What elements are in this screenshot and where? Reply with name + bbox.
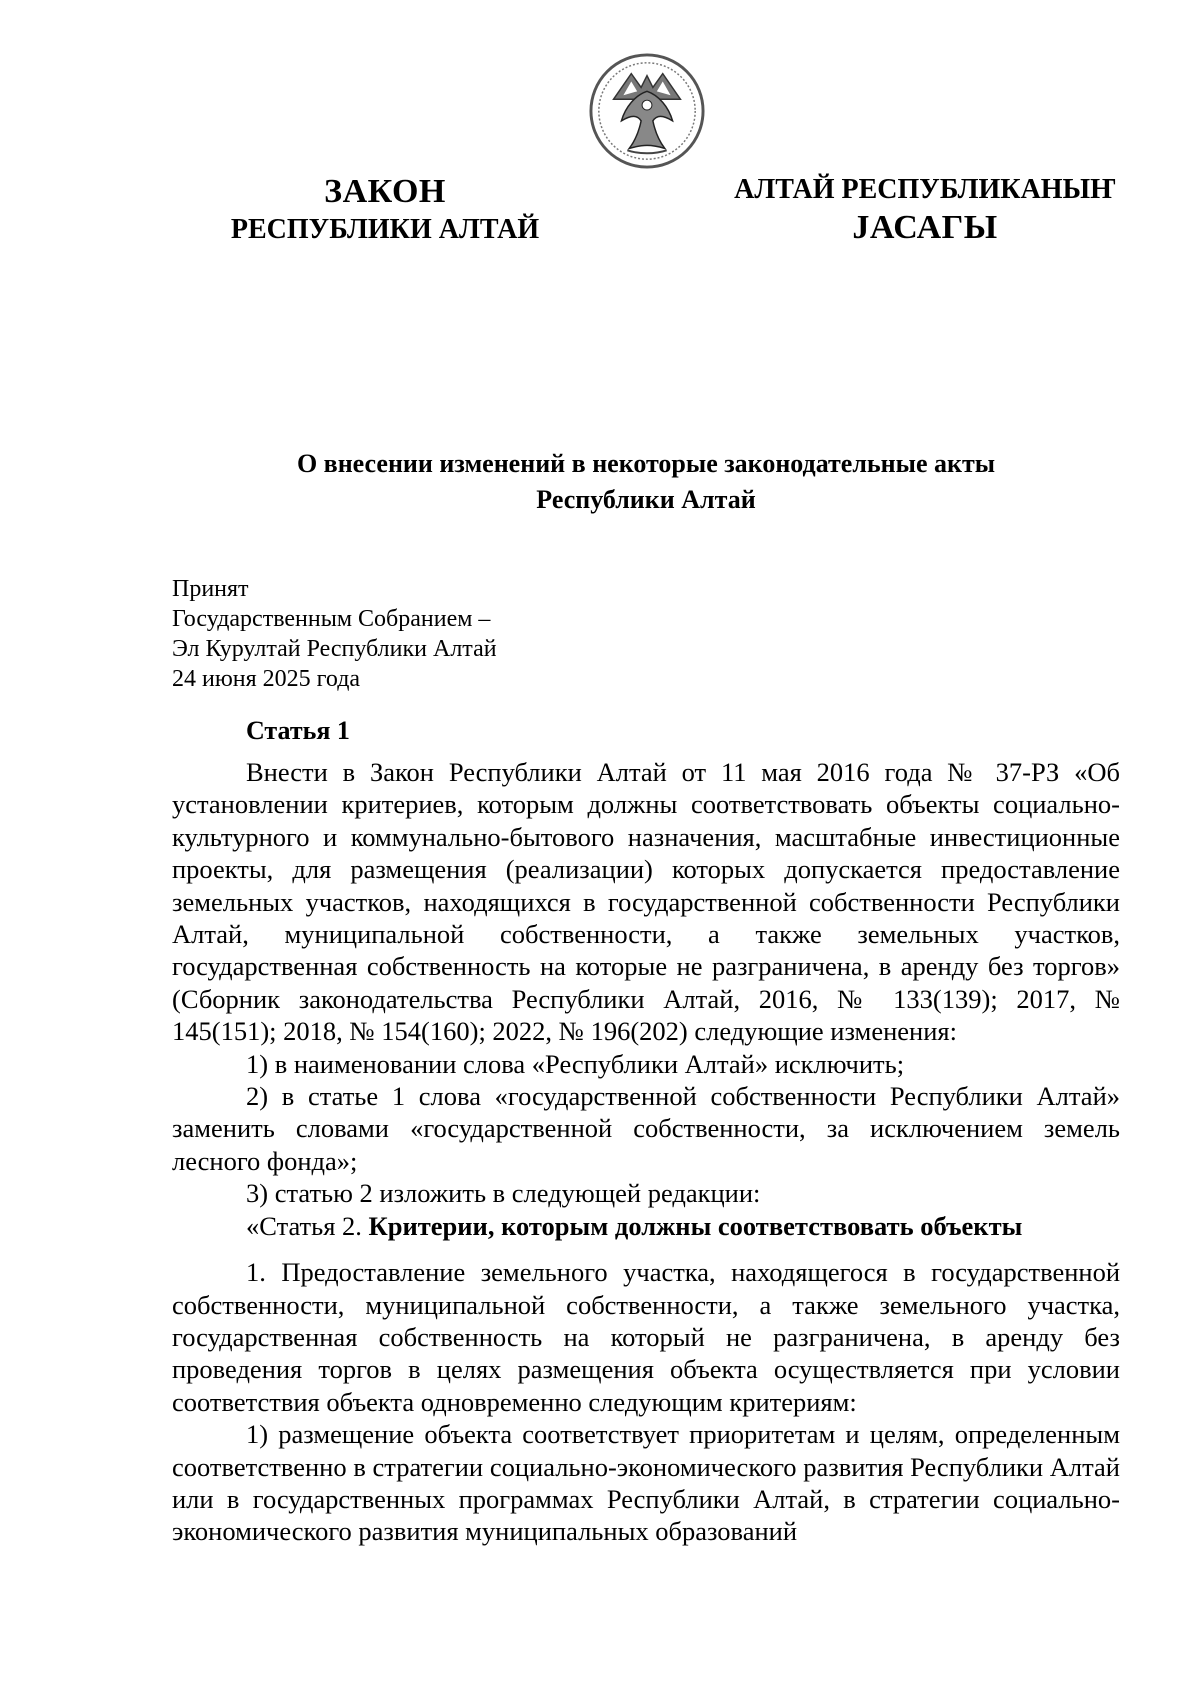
quoted-article-title: Критерии, которым должны соответствовать объекты xyxy=(368,1210,1023,1241)
law-header-altai xyxy=(720,172,1130,248)
document-title-line-1: О внесении изменений в некоторые законодательные акты xyxy=(296,449,996,478)
article-paragraph-5 xyxy=(172,1210,1120,1242)
article-heading: Статья 1 xyxy=(246,716,350,745)
adoption-block xyxy=(172,574,497,694)
article-paragraph-4: 3) статью 2 изложить в следующей редакции: xyxy=(246,1178,761,1209)
coat-of-arms-emblem xyxy=(588,52,706,170)
adoption-line-2: Государственным Собранием – xyxy=(172,606,491,632)
adoption-date: 24 июня 2025 года xyxy=(172,666,361,692)
law-header-ru-title: ЗАКОН xyxy=(324,173,446,210)
article-paragraph-2: 1) в наименовании слова «Республики Алтай» исключить; xyxy=(246,1048,905,1079)
law-header-alt-title: JАСАГЫ xyxy=(852,209,998,246)
article-paragraph-6: 1. Предоставление земельного участка, находящегося в государственной собственности, муниципальной собственности, а также земельного участка, государственная собственность на который не разграничена, в аренду без проведения торгов в целях размещения объекта осуществляется при условии соответствия объекта одновременно следующим критериям: xyxy=(172,1257,1120,1417)
quoted-article-label: «Статья 2. xyxy=(246,1210,369,1241)
article-paragraph-7: 1) размещение объекта соответствует приоритетам и целям, определенным соответственно в стратегии социально-экономического развития Республики Алтай или в государственных программах Республики Алтай, в стратегии социально-экономического развития муниципальных образований xyxy=(172,1419,1120,1547)
article-body xyxy=(172,756,1120,1548)
adoption-line-3: Эл Курултай Республики Алтай xyxy=(172,636,497,662)
law-header-alt-subtitle: АЛТАЙ РЕСПУБЛИКАНЫҤ xyxy=(734,174,1116,205)
article-paragraph-3: 2) в статье 1 слова «государственной собственности Республики Алтай» заменить словами «государственной собственности, за исключением земель лесного фонда»; xyxy=(172,1081,1120,1176)
law-header-russian xyxy=(220,172,550,248)
law-header-ru-subtitle: РЕСПУБЛИКИ АЛТАЙ xyxy=(230,214,540,245)
article-paragraph-1: Внести в Закон Республики Алтай от 11 мая 2016 года № 37-РЗ «Об установлении критериев, которым должны соответствовать объекты социально-культурного и коммунально-бытового назначения, масштабные инвестиционные проекты, для размещения (реализации) которых допускается предоставление земельных участков, находящихся в государственной собственности Республики Алтай, муниципальной собственности, а также земельных участков, государственная собственность на которые не разграничена, в аренду без торгов» (Сборник законодательства Республики Алтай, 2016, № 133(139); 2017, № 145(151); 2018, № 154(160); 2022, № 196(202) следующие изменения: xyxy=(172,757,1120,1047)
document-title xyxy=(172,446,1120,518)
document-title-line-2: Республики Алтай xyxy=(536,485,756,514)
adoption-line-1: Принят xyxy=(172,576,249,602)
